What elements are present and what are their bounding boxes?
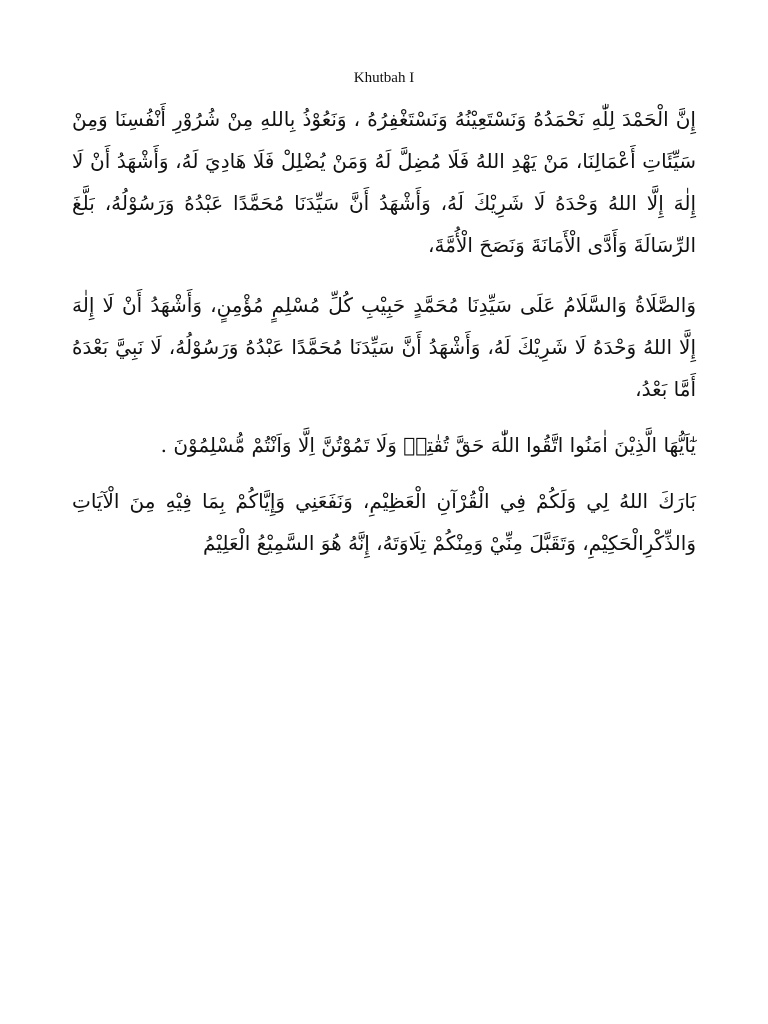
quran-verse-paragraph: يٰٓاَيُّهَا الَّذِيْنَ اٰمَنُوا اتَّقُوا اللّٰهَ حَقَّ تُقٰتِهٖ وَلَا تَمُوْتُنَّ اِلَّا وَاَنْتُمْ مُّسْلِمُوْنَ . <box>160 433 696 457</box>
salawat-paragraph: وَالصَّلَاةُ وَالسَّلَامُ عَلَى سَيِّدِنَا مُحَمَّدٍ حَبِيْبِ كُلِّ مُسْلِمٍ مُؤْمِنٍ، وَأَشْهَدُ أَنْ لَا إِلٰهَ إِلَّا اللهُ وَحْدَهُ لَا شَرِيْكَ لَهُ، وَأَشْهَدُ أَنَّ سَيِّدَنَا مُحَمَّدًا عَبْدُهُ وَرَسُوْلُهُ، لَا نَبِيَّ بَعْدَهُ أَمَّا بَعْدُ، <box>72 293 696 401</box>
page-title: Khutbah I <box>353 70 415 86</box>
opening-praise-paragraph: إِنَّ الْحَمْدَ لِلّٰهِ نَحْمَدُهُ وَنَسْتَعِيْنُهُ وَنَسْتَغْفِرُهُ ، وَنَعُوْذُ بِاللهِ مِنْ شُرُوْرِ أَنْفُسِنَا وَمِنْ سَيِّئَاتِ أَعْمَالِنَا، مَنْ يَهْدِ اللهُ فَلَا مُضِلَّ لَهُ وَمَنْ يُضْلِلْ فَلَا هَادِيَ لَهُ، وَأَشْهَدُ أَنْ لَا إِلٰهَ إِلَّا اللهُ وَحْدَهُ لَا شَرِيْكَ لَهُ، وَأَشْهَدُ أَنَّ سَيِّدَنَا مُحَمَّدًا عَبْدُهُ وَرَسُوْلُهُ، بَلَّغَ الرِّسَالَةَ وَأَدَّى الْأَمَانَةَ وَنَصَحَ الْأُمَّةَ، <box>72 107 696 257</box>
closing-prayer-paragraph: بَارَكَ اللهُ لِي وَلَكُمْ فِي الْقُرْآنِ الْعَظِيْمِ، وَنَفَعَنِي وَإِيَّاكُمْ بِمَا فِيْهِ مِنَ الْآيَاتِ وَالذِّكْرِالْحَكِيْمِ، وَتَقَبَّلَ مِنِّيْ وَمِنْكُمْ تِلَاوَتَهُ، إِنَّهُ هُوَ السَّمِيْعُ الْعَلِيْمُ <box>72 489 696 555</box>
khutbah-body <box>72 98 696 582</box>
